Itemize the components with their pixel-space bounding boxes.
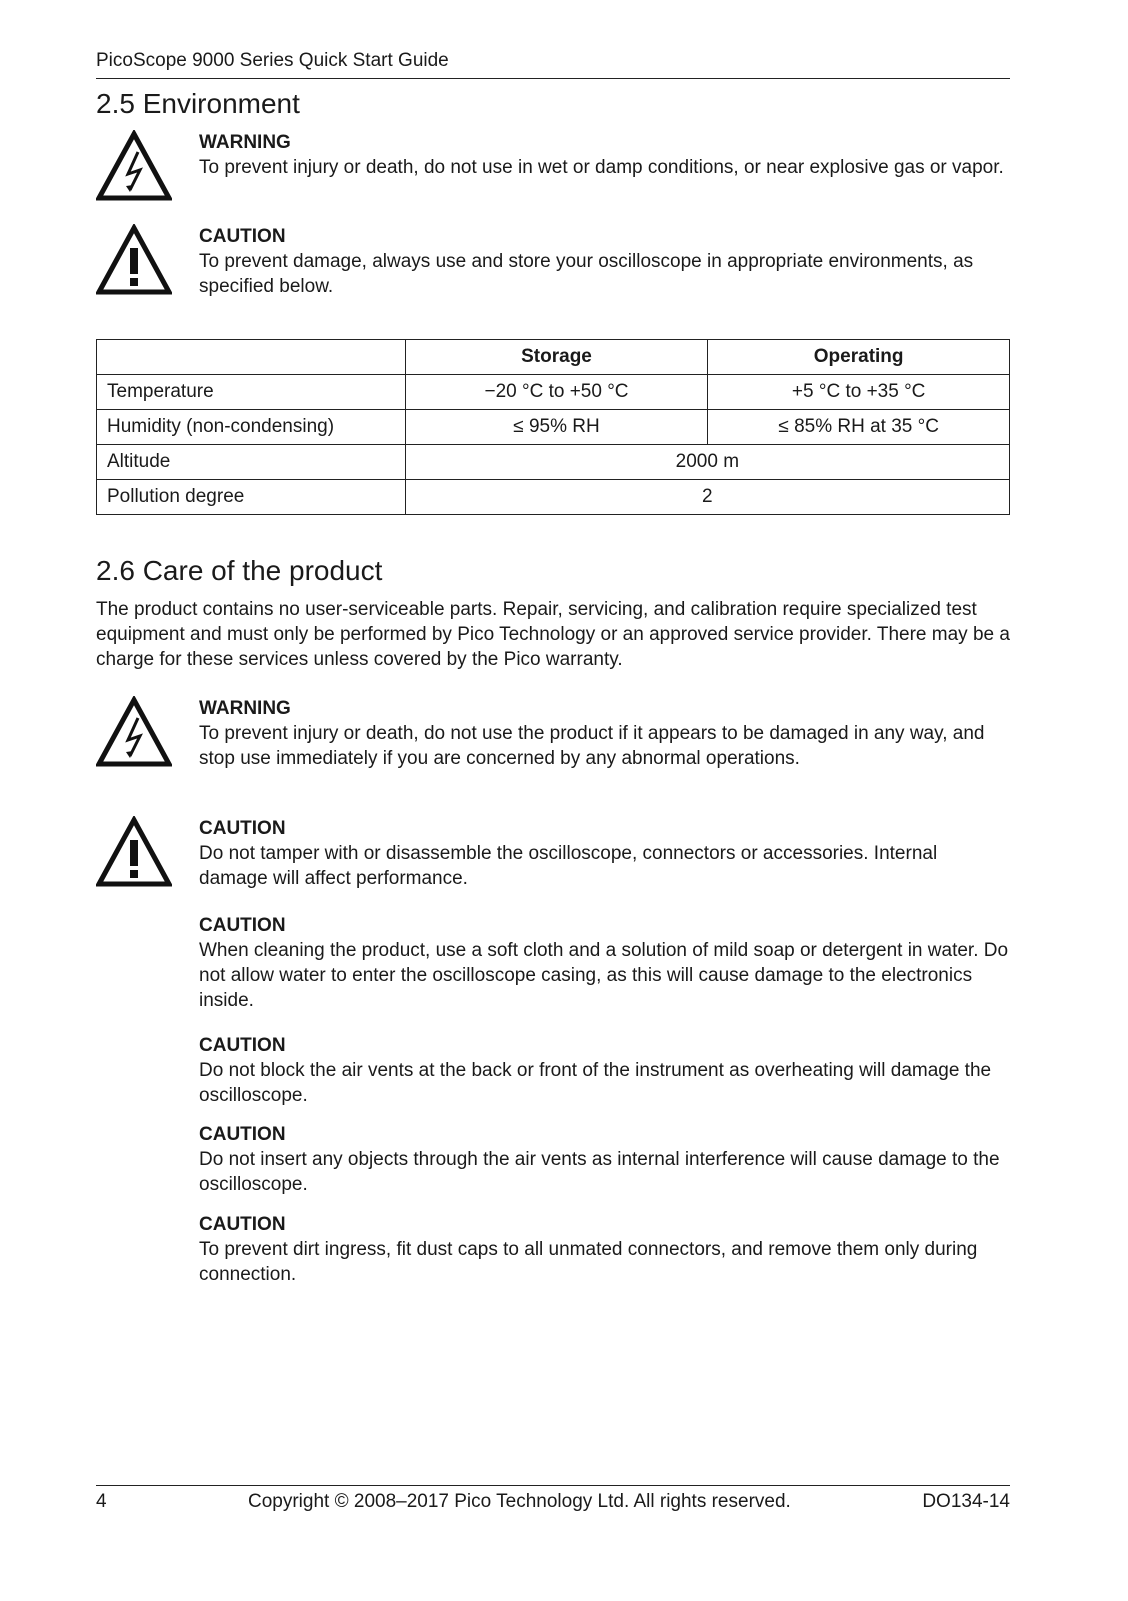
row-label: Altitude xyxy=(97,445,406,480)
caution-label: CAUTION xyxy=(199,915,286,936)
table-header-row xyxy=(97,340,1010,375)
page-footer xyxy=(96,1485,1010,1512)
running-header: PicoScope 9000 Series Quick Start Guide xyxy=(96,50,1010,79)
table-row xyxy=(97,445,1010,480)
table-row xyxy=(97,480,1010,515)
row-label: Humidity (non-condensing) xyxy=(97,410,406,445)
table-row xyxy=(97,375,1010,410)
caution-text: To prevent damage, always use and store your oscilloscope in appropriate environments, as specified below. xyxy=(199,251,974,297)
storage-value: ≤ 95% RH xyxy=(405,410,708,445)
caution-exclamation-icon xyxy=(96,816,172,888)
caution-text: When cleaning the product, use a soft cloth and a solution of mild soap or detergent in water. Do not allow water to enter the oscilloscope casing, as this will cause damage to the electronics inside. xyxy=(199,940,1009,1011)
operating-value: +5 °C to +35 °C xyxy=(708,375,1010,410)
caution-label: CAUTION xyxy=(199,226,286,247)
row-label: Temperature xyxy=(97,375,406,410)
table-row xyxy=(97,410,1010,445)
storage-value: −20 °C to +50 °C xyxy=(405,375,708,410)
caution-text: Do not tamper with or disassemble the oscilloscope, connectors or accessories. Internal damage will affect performance. xyxy=(199,843,938,889)
document-id: DO134-14 xyxy=(922,1491,1010,1512)
section-heading-environment: 2.5 Environment xyxy=(96,88,300,119)
row-label: Pollution degree xyxy=(97,480,406,515)
caution-label: CAUTION xyxy=(199,1035,286,1056)
caution-text: Do not block the air vents at the back or front of the instrument as overheating will damage the oscilloscope. xyxy=(199,1060,992,1106)
operating-value: ≤ 85% RH at 35 °C xyxy=(708,410,1010,445)
warning-label: WARNING xyxy=(199,132,291,153)
combined-value: 2 xyxy=(405,480,1009,515)
combined-value: 2000 m xyxy=(405,445,1009,480)
warning-text: To prevent injury or death, do not use the product if it appears to be damaged in any way, and stop use immediately if you are concerned by any abnormal operations. xyxy=(199,723,985,769)
table-header-cell xyxy=(97,340,406,375)
warning-text: To prevent injury or death, do not use in wet or damp conditions, or near explosive gas or vapor. xyxy=(199,157,1004,178)
table-header-operating: Operating xyxy=(708,340,1010,375)
caution-text: Do not insert any objects through the air vents as internal interference will cause damage to the oscilloscope. xyxy=(199,1149,1000,1195)
page-number: 4 xyxy=(96,1491,107,1512)
table-header-storage: Storage xyxy=(405,340,708,375)
copyright-notice: Copyright © 2008–2017 Pico Technology Ltd. All rights reserved. xyxy=(248,1491,791,1512)
section-heading-care: 2.6 Care of the product xyxy=(96,555,383,586)
caution-text: To prevent dirt ingress, fit dust caps to all unmated connectors, and remove them only during connection. xyxy=(199,1239,978,1285)
electric-shock-warning-icon xyxy=(96,696,172,768)
electric-shock-warning-icon xyxy=(96,130,172,202)
warning-label: WARNING xyxy=(199,698,291,719)
caution-label: CAUTION xyxy=(199,1214,286,1235)
caution-exclamation-icon xyxy=(96,224,172,296)
care-intro-paragraph: The product contains no user-serviceable parts. Repair, servicing, and calibration require specialized test equipment and must only be performed by Pico Technology or an approved service provider. There may be a charge for these services unless covered by the Pico warranty. xyxy=(96,599,1010,670)
caution-label: CAUTION xyxy=(199,818,286,839)
environment-spec-table xyxy=(96,339,1010,515)
caution-label: CAUTION xyxy=(199,1124,286,1145)
